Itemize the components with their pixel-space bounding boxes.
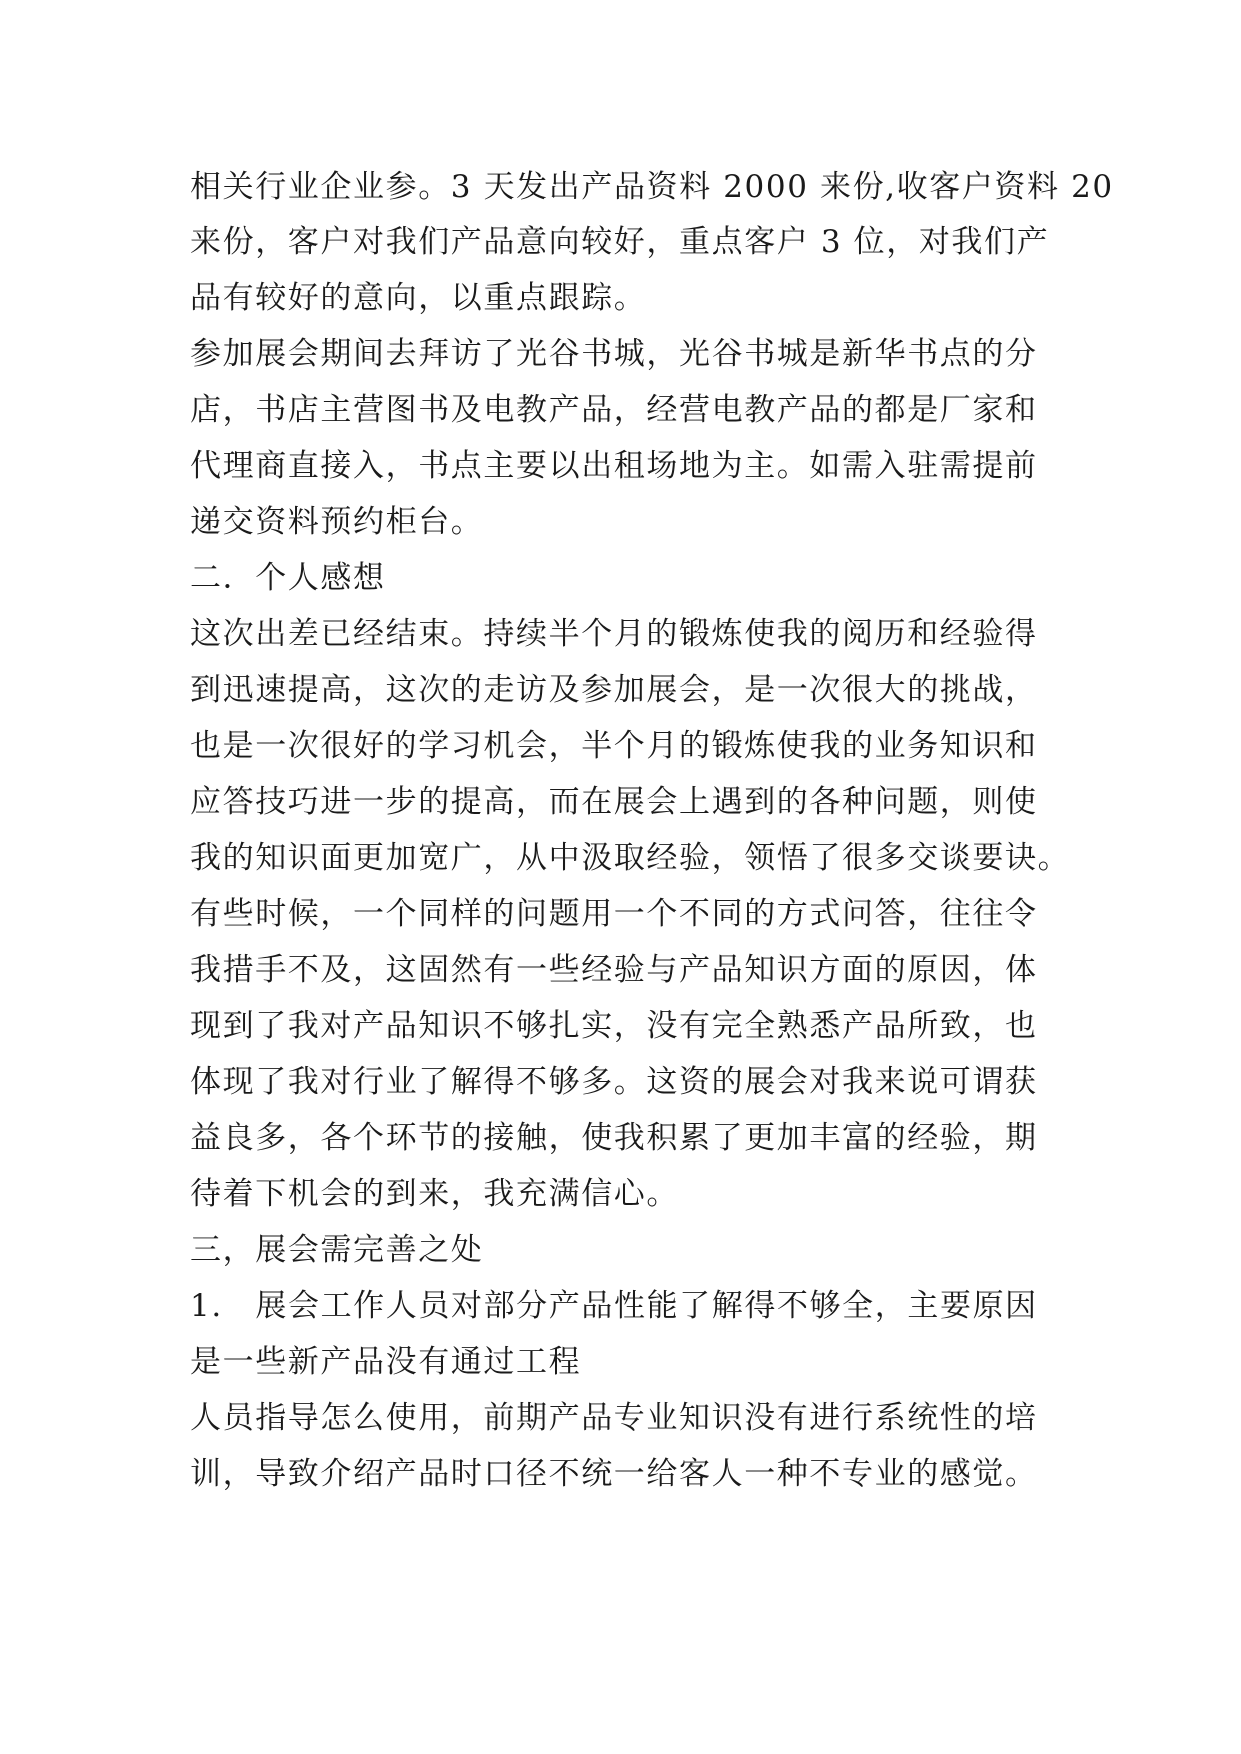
text-line: 代理商直接入，书点主要以出租场地为主。如需入驻需提前	[190, 448, 1038, 484]
text-line: 参加展会期间去拜访了光谷书城，光谷书城是新华书点的分	[190, 336, 1038, 372]
text-line: 应答技巧进一步的提高，而在展会上遇到的各种问题，则使	[190, 784, 1038, 820]
text-line: 来份，客户对我们产品意向较好，重点客户 3 位，对我们产	[190, 224, 1050, 260]
text-line: 是一些新产品没有通过工程	[190, 1344, 582, 1380]
text-line: 到迅速提高，这次的走访及参加展会，是一次很大的挑战，	[190, 672, 1038, 708]
text-line: 有些时候，一个同样的问题用一个不同的方式问答，往往令	[190, 896, 1038, 932]
text-line: 递交资料预约柜台。	[190, 504, 484, 540]
text-line: 益良多，各个环节的接触，使我积累了更加丰富的经验，期	[190, 1120, 1038, 1156]
text-line: 也是一次很好的学习机会，半个月的锻炼使我的业务知识和	[190, 728, 1038, 764]
text-line: 我的知识面更加宽广，从中汲取经验，领悟了很多交谈要诀。	[190, 840, 1071, 876]
text-line: 品有较好的意向，以重点跟踪。	[190, 280, 647, 316]
text-line: 店，书店主营图书及电教产品，经营电教产品的都是厂家和	[190, 392, 1038, 428]
text-line: 相关行业企业参。3 天发出产品资料 2000 来份,收客户资料 20	[190, 169, 1114, 205]
list-item: 1. 展会工作人员对部分产品性能了解得不够全，主要原因	[190, 1288, 1038, 1324]
text-line: 人员指导怎么使用，前期产品专业知识没有进行系统性的培	[190, 1400, 1038, 1436]
text-line: 我措手不及，这固然有一些经验与产品知识方面的原因，体	[190, 952, 1038, 988]
text-line: 这次出差已经结束。持续半个月的锻炼使我的阅历和经验得	[190, 616, 1038, 652]
section-heading: 三，展会需完善之处	[190, 1232, 484, 1268]
text-line: 体现了我对行业了解得不够多。这资的展会对我来说可谓获	[190, 1064, 1038, 1100]
section-heading: 二．个人感想	[190, 560, 386, 596]
text-line: 训，导致介绍产品时口径不统一给客人一种不专业的感觉。	[190, 1456, 1038, 1492]
text-line: 现到了我对产品知识不够扎实，没有完全熟悉产品所致，也	[190, 1008, 1038, 1044]
text-line: 待着下机会的到来，我充满信心。	[190, 1176, 679, 1212]
